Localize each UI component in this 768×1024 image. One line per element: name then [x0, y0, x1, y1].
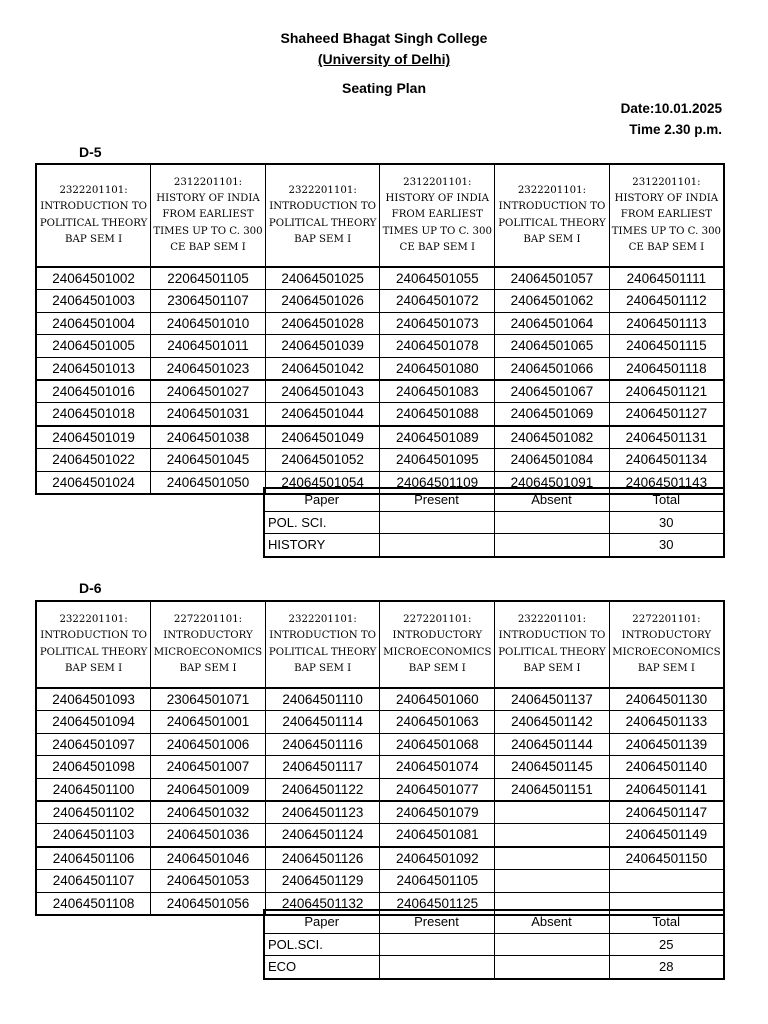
- summary-header: Paper: [264, 488, 379, 511]
- roll-number-cell: 24064501027: [151, 380, 266, 403]
- roll-number-cell: 24064501140: [609, 756, 724, 778]
- roll-number-cell: 24064501023: [151, 357, 266, 380]
- roll-number-cell: 24064501067: [495, 380, 610, 403]
- summary-header: Paper: [264, 910, 379, 933]
- roll-number-cell: 24064501093: [36, 688, 151, 711]
- roll-number-cell: 24064501144: [495, 733, 610, 755]
- roll-number-cell: 24064501057: [495, 267, 610, 290]
- present-cell: [379, 956, 494, 979]
- roll-number-cell: 24064501066: [495, 357, 610, 380]
- summary-header: Total: [609, 488, 724, 511]
- roll-number-cell: 24064501010: [151, 312, 266, 334]
- roll-number-cell: 24064501036: [151, 824, 266, 847]
- roll-number-cell: 24064501113: [609, 312, 724, 334]
- roll-number-cell: 24064501121: [609, 380, 724, 403]
- roll-number-cell: 24064501114: [265, 711, 380, 733]
- roll-number-cell: 24064501006: [151, 733, 266, 755]
- paper-name-cell: POL.SCI.: [264, 933, 379, 956]
- roll-number-cell: [495, 870, 610, 892]
- column-header: 2312201101: HISTORY OF INDIA FROM EARLIEST TIMES UP TO C. 300 CE BAP SEM I: [609, 164, 724, 267]
- present-cell: [379, 933, 494, 956]
- table-row: [36, 824, 724, 847]
- roll-number-cell: 24064501103: [36, 824, 151, 847]
- roll-number-cell: [495, 801, 610, 824]
- roll-number-cell: 24064501083: [380, 380, 495, 403]
- roll-number-cell: 24064501125: [380, 892, 495, 915]
- paper-name-cell: POL. SCI.: [264, 511, 379, 534]
- table-row: [36, 380, 724, 403]
- roll-number-cell: 24064501013: [36, 357, 151, 380]
- total-cell: 30: [609, 534, 724, 557]
- roll-number-cell: 24064501001: [151, 711, 266, 733]
- roll-number-cell: 23064501071: [151, 688, 266, 711]
- roll-number-cell: 24064501081: [380, 824, 495, 847]
- table-row: [36, 688, 724, 711]
- exam-date: Date:10.01.2025: [620, 101, 722, 116]
- university-name: (University of Delhi): [317, 51, 451, 67]
- absent-cell: [494, 534, 609, 557]
- roll-number-cell: 24064501046: [151, 847, 266, 870]
- roll-number-cell: 24064501150: [609, 847, 724, 870]
- column-header: 2322201101: INTRODUCTION TO POLITICAL THEORY BAP SEM I: [495, 164, 610, 267]
- table-row: [36, 335, 724, 357]
- roll-number-cell: 24064501106: [36, 847, 151, 870]
- roll-number-cell: 24064501004: [36, 312, 151, 334]
- roll-number-cell: 24064501089: [380, 426, 495, 449]
- roll-number-cell: 24064501111: [609, 267, 724, 290]
- roll-number-cell: 24064501002: [36, 267, 151, 290]
- column-header-row: [36, 601, 724, 688]
- roll-number-cell: 24064501063: [380, 711, 495, 733]
- roll-number-cell: 24064501084: [495, 449, 610, 471]
- roll-number-cell: 24064501129: [265, 870, 380, 892]
- roll-number-cell: 24064501147: [609, 801, 724, 824]
- total-cell: 28: [609, 956, 724, 979]
- table-row: [36, 756, 724, 778]
- roll-number-cell: 24064501054: [265, 471, 380, 494]
- roll-number-cell: 24064501032: [151, 801, 266, 824]
- roll-number-cell: 24064501116: [265, 733, 380, 755]
- roll-number-cell: 24064501064: [495, 312, 610, 334]
- column-header: 2312201101: HISTORY OF INDIA FROM EARLIEST TIMES UP TO C. 300 CE BAP SEM I: [151, 164, 266, 267]
- column-header: 2322201101: INTRODUCTION TO POLITICAL THEORY BAP SEM I: [495, 601, 610, 688]
- summary-header: Total: [609, 910, 724, 933]
- roll-number-cell: 24064501044: [265, 403, 380, 426]
- roll-number-cell: 24064501055: [380, 267, 495, 290]
- roll-number-cell: [495, 824, 610, 847]
- roll-number-cell: 24064501056: [151, 892, 266, 915]
- roll-number-cell: 24064501045: [151, 449, 266, 471]
- roll-number-cell: 24064501132: [265, 892, 380, 915]
- roll-number-cell: 24064501124: [265, 824, 380, 847]
- roll-number-cell: 24064501072: [380, 290, 495, 312]
- roll-number-cell: 24064501077: [380, 778, 495, 801]
- attendance-summary-table: [263, 487, 725, 558]
- roll-number-cell: 24064501003: [36, 290, 151, 312]
- summary-header: Present: [379, 910, 494, 933]
- total-cell: 30: [609, 511, 724, 534]
- column-header-row: [36, 164, 724, 267]
- table-row: [36, 267, 724, 290]
- roll-number-cell: 24064501131: [609, 426, 724, 449]
- college-name: Shaheed Bhagat Singh College: [280, 30, 488, 46]
- roll-number-cell: 24064501049: [265, 426, 380, 449]
- roll-number-cell: [609, 870, 724, 892]
- roll-number-cell: 24064501007: [151, 756, 266, 778]
- column-header: 2272201101: INTRODUCTORY MICROECONOMICS BAP SEM I: [151, 601, 266, 688]
- roll-number-cell: 24064501108: [36, 892, 151, 915]
- summary-header-row: [264, 488, 724, 511]
- roll-number-cell: 24064501122: [265, 778, 380, 801]
- paper-name-cell: ECO: [264, 956, 379, 979]
- present-cell: [379, 534, 494, 557]
- roll-number-cell: 24064501024: [36, 471, 151, 494]
- summary-row: [264, 534, 724, 557]
- roll-number-cell: 24064501062: [495, 290, 610, 312]
- room-label: D-5: [79, 144, 102, 160]
- table-row: [36, 290, 724, 312]
- roll-number-cell: 24064501005: [36, 335, 151, 357]
- seating-plan-title: Seating Plan: [341, 80, 427, 96]
- table-row: [36, 778, 724, 801]
- table-row: [36, 711, 724, 733]
- roll-number-cell: 23064501107: [151, 290, 266, 312]
- roll-number-cell: 24064501151: [495, 778, 610, 801]
- roll-number-cell: 24064501143: [609, 471, 724, 494]
- roll-number-cell: 24064501134: [609, 449, 724, 471]
- roll-number-cell: 24064501115: [609, 335, 724, 357]
- roll-number-cell: 24064501022: [36, 449, 151, 471]
- summary-header: Absent: [494, 910, 609, 933]
- roll-number-cell: 24064501052: [265, 449, 380, 471]
- roll-number-cell: 24064501069: [495, 403, 610, 426]
- roll-number-cell: 24064501112: [609, 290, 724, 312]
- roll-number-cell: 24064501095: [380, 449, 495, 471]
- roll-number-cell: 24064501088: [380, 403, 495, 426]
- roll-number-cell: 24064501118: [609, 357, 724, 380]
- attendance-summary-table: [263, 909, 725, 980]
- table-row: [36, 801, 724, 824]
- roll-number-cell: 24064501079: [380, 801, 495, 824]
- table-row: [36, 870, 724, 892]
- summary-header: Absent: [494, 488, 609, 511]
- roll-number-cell: 24064501133: [609, 711, 724, 733]
- roll-number-cell: 24064501109: [380, 471, 495, 494]
- table-row: [36, 357, 724, 380]
- roll-number-cell: 22064501105: [151, 267, 266, 290]
- roll-number-cell: 24064501068: [380, 733, 495, 755]
- summary-row: [264, 933, 724, 956]
- absent-cell: [494, 956, 609, 979]
- summary-row: [264, 511, 724, 534]
- summary-header-row: [264, 910, 724, 933]
- roll-number-cell: 24064501123: [265, 801, 380, 824]
- roll-number-cell: 24064501038: [151, 426, 266, 449]
- summary-row: [264, 956, 724, 979]
- roll-number-cell: 24064501100: [36, 778, 151, 801]
- roll-number-cell: 24064501092: [380, 847, 495, 870]
- roll-number-cell: 24064501117: [265, 756, 380, 778]
- roll-number-cell: 24064501039: [265, 335, 380, 357]
- roll-number-cell: [495, 847, 610, 870]
- paper-name-cell: HISTORY: [264, 534, 379, 557]
- summary-header: Present: [379, 488, 494, 511]
- roll-number-cell: 24064501028: [265, 312, 380, 334]
- roll-number-cell: 24064501080: [380, 357, 495, 380]
- present-cell: [379, 511, 494, 534]
- roll-number-cell: 24064501025: [265, 267, 380, 290]
- roll-number-cell: 24064501018: [36, 403, 151, 426]
- roll-number-cell: 24064501145: [495, 756, 610, 778]
- roll-number-cell: 24064501102: [36, 801, 151, 824]
- roll-number-cell: 24064501078: [380, 335, 495, 357]
- roll-number-cell: 24064501011: [151, 335, 266, 357]
- absent-cell: [494, 511, 609, 534]
- roll-number-cell: 24064501042: [265, 357, 380, 380]
- seating-table: [35, 600, 725, 916]
- table-row: [36, 733, 724, 755]
- column-header: 2312201101: HISTORY OF INDIA FROM EARLIEST TIMES UP TO C. 300 CE BAP SEM I: [380, 164, 495, 267]
- absent-cell: [494, 933, 609, 956]
- total-cell: 25: [609, 933, 724, 956]
- roll-number-cell: 24064501073: [380, 312, 495, 334]
- roll-number-cell: 24064501043: [265, 380, 380, 403]
- table-row: [36, 426, 724, 449]
- roll-number-cell: 24064501130: [609, 688, 724, 711]
- roll-number-cell: 24064501074: [380, 756, 495, 778]
- roll-number-cell: 24064501094: [36, 711, 151, 733]
- roll-number-cell: 24064501016: [36, 380, 151, 403]
- roll-number-cell: 24064501141: [609, 778, 724, 801]
- column-header: 2272201101: INTRODUCTORY MICROECONOMICS BAP SEM I: [380, 601, 495, 688]
- roll-number-cell: 24064501137: [495, 688, 610, 711]
- roll-number-cell: 24064501009: [151, 778, 266, 801]
- exam-time: Time 2.30 p.m.: [629, 122, 722, 137]
- roll-number-cell: 24064501142: [495, 711, 610, 733]
- roll-number-cell: 24064501091: [495, 471, 610, 494]
- roll-number-cell: 24064501110: [265, 688, 380, 711]
- roll-number-cell: 24064501126: [265, 847, 380, 870]
- roll-number-cell: 24064501019: [36, 426, 151, 449]
- column-header: 2272201101: INTRODUCTORY MICROECONOMICS BAP SEM I: [609, 601, 724, 688]
- roll-number-cell: 24064501105: [380, 870, 495, 892]
- roll-number-cell: 24064501098: [36, 756, 151, 778]
- roll-number-cell: 24064501065: [495, 335, 610, 357]
- table-row: [36, 312, 724, 334]
- roll-number-cell: 24064501127: [609, 403, 724, 426]
- room-label: D-6: [79, 580, 102, 596]
- column-header: 2322201101: INTRODUCTION TO POLITICAL THEORY BAP SEM I: [265, 601, 380, 688]
- table-row: [36, 847, 724, 870]
- table-row: [36, 403, 724, 426]
- column-header: 2322201101: INTRODUCTION TO POLITICAL THEORY BAP SEM I: [36, 164, 151, 267]
- roll-number-cell: 24064501053: [151, 870, 266, 892]
- roll-number-cell: 24064501050: [151, 471, 266, 494]
- roll-number-cell: 24064501097: [36, 733, 151, 755]
- roll-number-cell: 24064501082: [495, 426, 610, 449]
- roll-number-cell: 24064501026: [265, 290, 380, 312]
- column-header: 2322201101: INTRODUCTION TO POLITICAL THEORY BAP SEM I: [36, 601, 151, 688]
- seating-table: [35, 163, 725, 495]
- roll-number-cell: 24064501107: [36, 870, 151, 892]
- column-header: 2322201101: INTRODUCTION TO POLITICAL THEORY BAP SEM I: [265, 164, 380, 267]
- roll-number-cell: 24064501139: [609, 733, 724, 755]
- table-row: [36, 449, 724, 471]
- roll-number-cell: 24064501149: [609, 824, 724, 847]
- roll-number-cell: 24064501031: [151, 403, 266, 426]
- roll-number-cell: 24064501060: [380, 688, 495, 711]
